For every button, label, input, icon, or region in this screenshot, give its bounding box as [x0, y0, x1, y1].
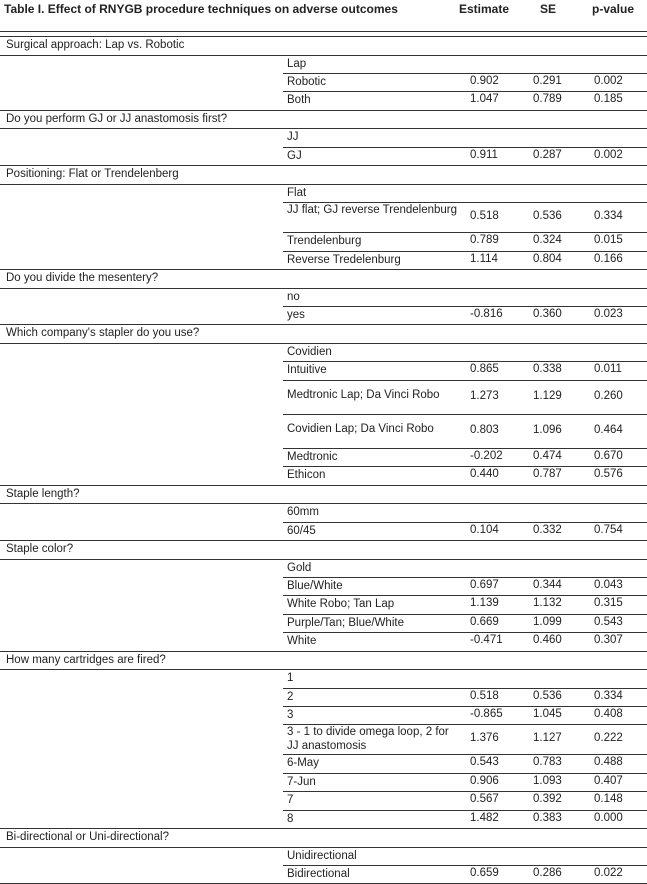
question-row	[0, 485, 647, 505]
p-value: 0.015	[594, 234, 623, 247]
se-value: 0.291	[533, 75, 562, 87]
estimate-value: 1.376	[470, 732, 499, 745]
column-header-se: SE	[540, 2, 557, 16]
table-row	[0, 559, 647, 577]
p-value: 0.022	[594, 867, 623, 879]
p-value: 0.543	[594, 615, 623, 628]
header-rule	[0, 31, 647, 32]
table-row	[0, 632, 647, 650]
level-label: Ethicon	[287, 469, 326, 482]
estimate-value: 0.911	[470, 148, 498, 161]
level-label: 60mm	[287, 506, 319, 519]
estimate-value: 1.047	[470, 93, 499, 106]
estimate-value: 0.567	[470, 793, 499, 806]
p-value: 0.754	[594, 523, 623, 536]
estimate-value: 1.273	[470, 389, 499, 402]
table-row	[0, 865, 647, 883]
se-value: 0.474	[533, 449, 562, 462]
question-text: Positioning: Flat or Trendelenberg	[6, 168, 179, 181]
question-row	[0, 36, 647, 56]
p-value: 0.315	[594, 597, 623, 610]
table-row	[0, 688, 647, 706]
estimate-value: 0.669	[470, 615, 499, 628]
level-label: Unidirectional	[287, 849, 357, 862]
table-header	[0, 0, 647, 30]
estimate-value: 0.906	[470, 774, 499, 787]
table-row	[0, 522, 647, 540]
level-label: Bidirectional	[287, 868, 350, 880]
se-value: 1.096	[533, 423, 562, 436]
p-value: 0.148	[594, 793, 623, 806]
estimate-value: -0.471	[470, 634, 503, 647]
p-value: 0.334	[594, 210, 623, 223]
level-label: no	[287, 290, 300, 303]
column-header-pvalue: p-value	[592, 2, 635, 16]
p-value: 0.222	[594, 732, 623, 745]
table-row	[0, 251, 647, 269]
se-value: 0.332	[533, 523, 562, 536]
table-row	[0, 343, 647, 361]
se-value: 1.129	[533, 389, 562, 402]
column-header-estimate: Estimate	[459, 2, 510, 16]
table-row	[0, 55, 647, 73]
se-value: 0.360	[533, 308, 562, 320]
level-label: yes	[287, 309, 305, 321]
estimate-value: -0.865	[470, 708, 503, 720]
question-text: Do you divide the mesentery?	[6, 272, 159, 284]
estimate-value: 0.902	[470, 75, 499, 87]
level-label: Intuitive	[287, 364, 327, 377]
question-row	[0, 110, 647, 130]
p-value: 0.334	[594, 689, 623, 702]
se-value: 0.536	[533, 689, 562, 702]
level-label: 3 - 1 to divide omega loop, 2 for JJ anastomosis	[287, 726, 449, 753]
question-row	[0, 165, 647, 185]
question-row	[0, 651, 647, 671]
p-value: 0.166	[594, 252, 623, 265]
level-label: 6-May	[287, 757, 319, 770]
level-label: 1	[287, 672, 294, 685]
table-row	[0, 361, 647, 379]
level-label: GJ	[287, 149, 302, 162]
se-value: 0.383	[533, 811, 562, 824]
table-row	[0, 128, 647, 146]
p-value: 0.043	[594, 579, 623, 591]
p-value: 0.408	[594, 708, 623, 720]
estimate-value: 0.803	[470, 423, 499, 436]
question-text: Staple color?	[6, 543, 74, 555]
question-row	[0, 540, 647, 560]
level-label: Reverse Tredelenburg	[287, 253, 401, 266]
question-row	[0, 828, 647, 848]
estimate-value: -0.816	[470, 308, 503, 320]
se-value: 1.099	[533, 615, 562, 628]
question-row	[0, 269, 647, 289]
table-row	[0, 288, 647, 306]
level-label: Gold	[287, 561, 312, 574]
level-label: Both	[287, 94, 311, 107]
table-row	[0, 577, 647, 595]
estimate-value: 0.440	[470, 468, 499, 481]
table-row	[0, 847, 647, 865]
level-label: 3	[287, 709, 294, 721]
level-label: Purple/Tan; Blue/White	[287, 616, 404, 629]
table-row	[0, 614, 647, 632]
table-row	[0, 754, 647, 772]
estimate-value: 0.518	[470, 210, 499, 223]
question-text: Which company's stapler do you use?	[6, 327, 200, 340]
p-value: 0.670	[594, 449, 623, 462]
estimate-value: 0.865	[470, 363, 499, 376]
level-label: White Robo; Tan Lap	[287, 598, 395, 611]
estimate-value: 0.697	[470, 579, 499, 591]
se-value: 0.783	[533, 756, 562, 769]
table-row	[0, 466, 647, 484]
level-label: Robotic	[287, 76, 326, 88]
p-value: 0.488	[594, 756, 623, 769]
table-row	[0, 232, 647, 250]
p-value: 0.002	[594, 148, 623, 161]
question-text: Bi-directional or Uni-directional?	[6, 831, 169, 843]
estimate-value: 1.114	[470, 252, 498, 265]
level-label: JJ	[287, 131, 299, 144]
question-text: Staple length?	[6, 487, 80, 500]
table-title: Table I. Effect of RNYGB procedure techniques on adverse outcomes	[4, 2, 398, 16]
se-value: 0.789	[533, 93, 562, 106]
p-value: 0.011	[594, 363, 622, 376]
se-value: 0.392	[533, 793, 562, 806]
table-row	[0, 414, 647, 448]
se-value: 0.536	[533, 210, 562, 223]
table-row	[0, 184, 647, 202]
question-text: Surgical approach: Lap vs. Robotic	[6, 39, 185, 51]
table-row	[0, 810, 647, 828]
estimate-value: 0.104	[470, 523, 499, 536]
se-value: 1.045	[533, 708, 562, 720]
level-label: Trendelenburg	[287, 235, 362, 248]
se-value: 0.804	[533, 252, 562, 265]
se-value: 1.127	[533, 732, 562, 745]
estimate-value: 1.139	[470, 597, 499, 610]
table-row	[0, 595, 647, 613]
level-label: Blue/White	[287, 580, 343, 592]
level-label: Lap	[287, 57, 307, 70]
se-value: 1.132	[533, 597, 562, 610]
p-value: 0.464	[594, 423, 623, 436]
se-value: 0.344	[533, 579, 562, 591]
level-label: 7	[287, 794, 294, 807]
level-label: Medtronic	[287, 450, 338, 463]
p-value: 0.185	[594, 93, 623, 106]
question-row	[0, 324, 647, 344]
level-label: 8	[287, 812, 294, 825]
estimate-value: 0.659	[470, 867, 499, 879]
table-row	[0, 724, 647, 754]
table-row	[0, 202, 647, 232]
se-value: 0.787	[533, 468, 562, 481]
p-value: 0.002	[594, 75, 623, 87]
table-row	[0, 380, 647, 414]
p-value: 0.307	[594, 634, 623, 647]
table-row	[0, 306, 647, 324]
se-value: 0.324	[533, 234, 562, 247]
table-row	[0, 448, 647, 466]
level-label: 7-Jun	[287, 775, 316, 788]
table-row	[0, 706, 647, 724]
level-label: White	[287, 635, 317, 648]
p-value: 0.023	[594, 308, 623, 320]
level-label: Medtronic Lap; Da Vinci Robo	[287, 388, 440, 401]
p-value: 0.576	[594, 468, 623, 481]
se-value: 0.286	[533, 867, 562, 879]
table-row	[0, 503, 647, 521]
se-value: 0.287	[533, 148, 562, 161]
question-text: Do you perform GJ or JJ anastomosis first?	[6, 112, 228, 125]
p-value: 0.407	[594, 774, 623, 787]
se-value: 0.338	[533, 363, 562, 376]
level-label: Covidien Lap; Da Vinci Robo	[287, 422, 434, 435]
se-value: 0.460	[533, 634, 562, 647]
p-value: 0.000	[594, 811, 623, 824]
table-row	[0, 147, 647, 165]
table-row	[0, 73, 647, 91]
estimate-value: 0.789	[470, 234, 499, 247]
level-label: Flat	[287, 186, 307, 199]
level-label: JJ flat; GJ reverse Trendelenburg	[287, 204, 458, 217]
p-value: 0.260	[594, 389, 623, 402]
estimate-value: 0.543	[470, 756, 499, 769]
estimate-value: 1.482	[470, 811, 499, 824]
level-label: 2	[287, 690, 294, 703]
estimate-value: 0.518	[470, 689, 499, 702]
level-label: 60/45	[287, 524, 316, 537]
table-row	[0, 773, 647, 791]
level-label: Covidien	[287, 346, 332, 358]
table-row	[0, 669, 647, 687]
table-row	[0, 791, 647, 809]
table-row	[0, 91, 647, 109]
se-value: 1.093	[533, 774, 562, 787]
estimate-value: -0.202	[470, 449, 503, 462]
question-text: How many cartridges are fired?	[6, 653, 166, 666]
